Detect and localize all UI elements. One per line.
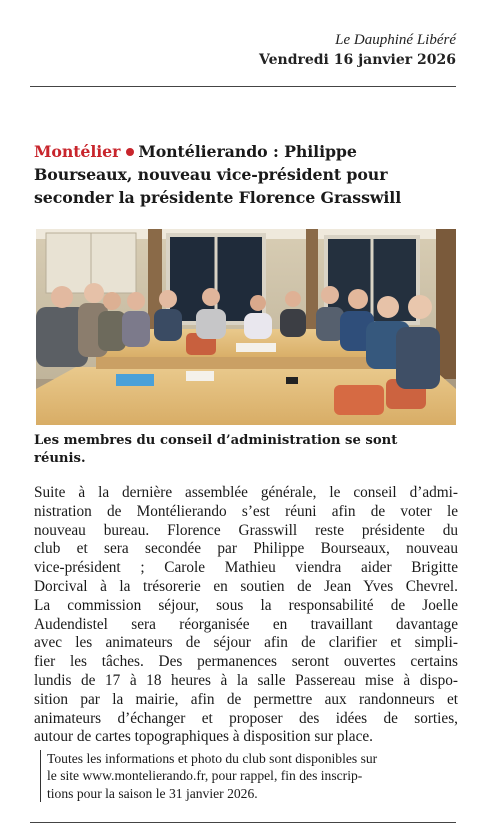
body-line: nistration de Montélierando s’est réuni afin de voter le (34, 502, 458, 520)
body-line: Dorcival à la trésorerie en soutien de Jean Yves Chevrel. (34, 577, 458, 595)
headline-line-2: Bourseaux, nouveau vice-président pour (34, 165, 388, 184)
body-line: vice-président ; Carole Mathieu viendra aider Brigitte (34, 559, 458, 577)
bottom-rule (30, 822, 456, 823)
publication-name: Le Dauphiné Libéré (335, 32, 456, 48)
body-line: animateurs d’échanger et proposer des idées de sorties, (34, 709, 458, 727)
headline-kicker: Montélier (34, 142, 121, 161)
article-body (34, 484, 458, 747)
body-line: La commission séjour, sous la responsabilité de Joelle (34, 596, 458, 614)
body-line: club et sera secondée par Philippe Bourseaux, nouveau (34, 540, 458, 558)
body-line: sition par la mairie, afin de permettre aux randonneurs et (34, 690, 458, 708)
caption-line: réunis. (34, 451, 86, 466)
headline-line-1: Montélierando : Philippe (138, 142, 357, 161)
caption-line: Les membres du conseil d’administration se sont (34, 433, 398, 448)
meeting-photo-illustration (36, 229, 456, 425)
body-line: avec les animateurs de séjour afin de clarifier et simpli- (34, 634, 458, 652)
body-line: nouveau bureau. Florence Grasswill reste présidente du (34, 521, 458, 539)
body-line: fier les tâches. Des permanences seront ouvertes certains (34, 653, 458, 671)
info-line: Toutes les informations et photo du club sont disponibles sur (47, 751, 378, 766)
article-headline (34, 140, 454, 209)
info-line: le site www.montelierando.fr, pour rappel, fin des inscrip- (47, 768, 363, 784)
headline-line-3: seconder la présidente Florence Grasswill (34, 188, 402, 207)
body-line: lundis de 17 à 18 heures à la salle Passereau mise à dispo- (34, 671, 458, 689)
body-line: autour de cartes topographiques à disposition sur place. (34, 728, 373, 746)
kicker-bullet-icon (126, 148, 134, 156)
photo-caption (34, 432, 454, 468)
body-line: Suite à la dernière assemblée générale, le conseil d’admi- (34, 484, 458, 501)
publication-date: Vendredi 16 janvier 2026 (259, 52, 456, 68)
body-line: Audendistel sera réorganisée en travaillant davantage (34, 615, 458, 633)
info-line: tions pour la saison le 31 janvier 2026. (47, 785, 258, 801)
top-rule (30, 86, 456, 87)
article-photo (36, 229, 456, 425)
info-box (40, 750, 463, 802)
masthead (0, 30, 456, 70)
